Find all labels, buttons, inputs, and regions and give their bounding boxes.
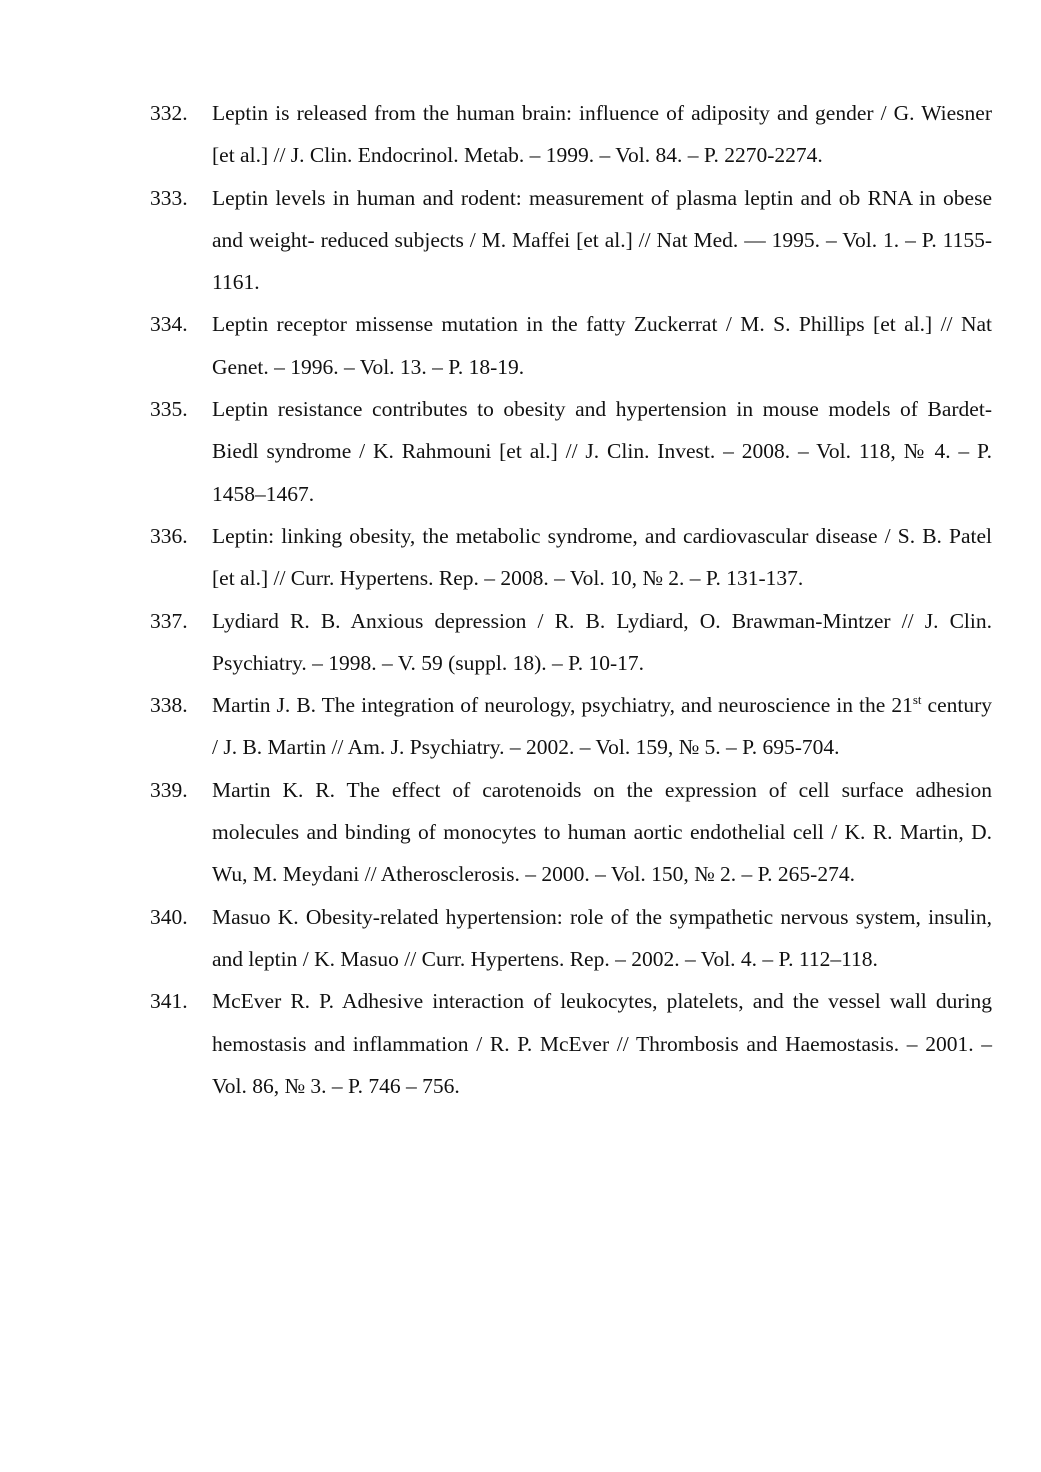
reference-number: 336. — [150, 523, 188, 548]
reference-item — [150, 388, 992, 515]
reference-number: 335. — [150, 397, 188, 422]
reference-number: 340. — [150, 904, 188, 929]
reference-item — [150, 303, 992, 388]
reference-item — [150, 684, 992, 769]
reference-item — [150, 600, 992, 685]
ordinal-superscript: st — [912, 692, 922, 707]
reference-item — [150, 896, 992, 981]
reference-text: Leptin receptor missense mutation in the fatty Zuckerrat / M. S. Phillips [et al.] // Nat Genet. – 1996. – Vol. 13. – P. 18-19. — [212, 312, 992, 379]
reference-number: 338. — [150, 693, 188, 718]
reference-text: Leptin is released from the human brain: influence of adiposity and gender / G. Wiesner [et al.] // J. Clin. Endocrinol. Metab. – 1999. – Vol. 84. – P. 2270-2274. — [212, 101, 992, 168]
reference-item — [150, 980, 992, 1107]
reference-number: 334. — [150, 312, 188, 337]
reference-text: Leptin levels in human and rodent: measurement of plasma leptin and ob RNA in obese and weight- reduced subjects / M. Maffei [et al.] // Nat Med. — 1995. – Vol. 1. – P. 1155-1161. — [212, 185, 992, 295]
reference-number: 341. — [150, 989, 188, 1014]
reference-number: 333. — [150, 185, 188, 210]
reference-list — [150, 92, 992, 1107]
reference-text: Martin K. R. The effect of carotenoids on the expression of cell surface adhesion molecules and binding of monocytes to human aortic endothelial cell / K. R. Martin, D. Wu, M. Meydani // Atherosclerosis. – 2000. – Vol. 150, № 2. – P. 265-274. — [212, 777, 992, 887]
reference-item — [150, 92, 992, 177]
reference-text: Leptin: linking obesity, the metabolic syndrome, and cardiovascular disease / S. B. Patel [et al.] // Curr. Hypertens. Rep. – 2008. – Vol. 10, № 2. – P. 131-137. — [212, 523, 992, 591]
reference-number: 339. — [150, 777, 188, 802]
reference-item — [150, 177, 992, 304]
reference-text: McEver R. P. Adhesive interaction of leukocytes, platelets, and the vessel wall during hemostasis and inflammation / R. P. McEver // Thrombosis and Haemostasis. – 2001. – Vol. 86, № 3. – P. 746 – 756. — [212, 989, 992, 1098]
reference-text: Masuo K. Obesity-related hypertension: role of the sympathetic nervous system, insulin, and leptin / K. Masuo // Curr. Hypertens. Rep. – 2002. – Vol. 4. – P. 112–118. — [212, 904, 992, 971]
reference-number: 337. — [150, 608, 188, 633]
reference-text-after: century / J. B. Martin // Am. J. Psychiatry. – 2002. – Vol. 159, № 5. – P. 695-704. — [212, 693, 993, 760]
reference-text — [212, 684, 992, 769]
reference-text-before: Martin J. B. The integration of neurology, psychiatry, and neuroscience in the 21 — [212, 693, 913, 718]
reference-item — [150, 515, 992, 600]
reference-text: Leptin resistance contributes to obesity and hypertension in mouse models of Bardet-Biedl syndrome / K. Rahmouni [et al.] // J. Clin. Invest. – 2008. – Vol. 118, № 4. – P. 1458–1467. — [212, 397, 992, 506]
reference-item — [150, 769, 992, 896]
reference-number: 332. — [150, 101, 188, 125]
reference-text: Lydiard R. B. Anxious depression / R. B. Lydiard, O. Brawman-Mintzer // J. Clin. Psychiatry. – 1998. – V. 59 (suppl. 18). – P. 10-17. — [212, 608, 992, 675]
